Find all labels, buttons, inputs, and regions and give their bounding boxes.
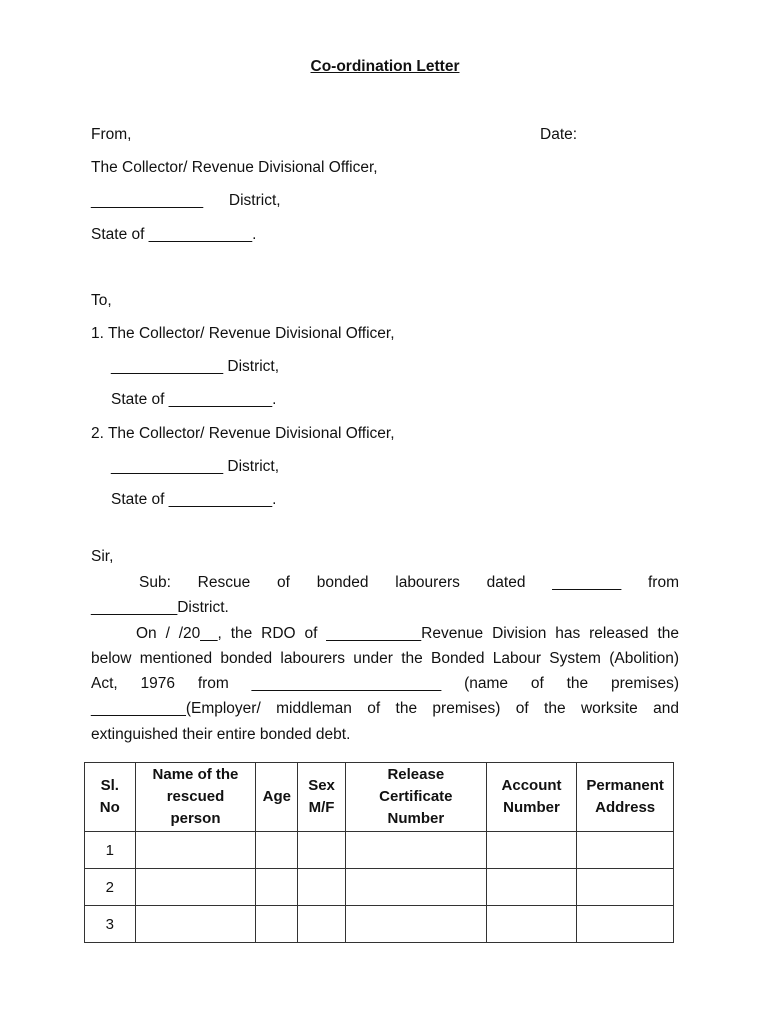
- header-text: Account: [501, 777, 562, 794]
- address-cell: [577, 906, 674, 943]
- table-header-row: [85, 763, 674, 832]
- table-row: [85, 869, 674, 906]
- account-cell: [486, 832, 577, 869]
- header-age: [256, 763, 298, 832]
- release-cell: [345, 906, 486, 943]
- subject-line-2: __________District.: [91, 599, 229, 616]
- name-cell: [135, 832, 256, 869]
- sex-cell: [298, 832, 346, 869]
- to-label: To,: [91, 292, 112, 309]
- recipient-1-state: State of ____________.: [111, 391, 277, 408]
- from-label: From,: [91, 126, 132, 143]
- labourers-table: [84, 762, 674, 943]
- header-permanent-address: [577, 763, 674, 832]
- header-text: rescued: [166, 788, 225, 805]
- account-cell: [486, 869, 577, 906]
- age-cell: [256, 906, 298, 943]
- header-text: Permanent: [586, 777, 664, 794]
- header-text: Name of the: [152, 766, 239, 783]
- header-account-number: [486, 763, 577, 832]
- header-text: Release: [387, 766, 445, 783]
- sender-state: State of ____________.: [91, 226, 257, 243]
- sender-district: _____________ District,: [91, 192, 281, 209]
- table-row: [85, 832, 674, 869]
- header-text: Address: [595, 799, 656, 816]
- body-line-1: On / /20__, the RDO of ___________Revenue Division has released the: [136, 625, 679, 642]
- header-release-certificate: [345, 763, 486, 832]
- header-text: Number: [503, 799, 560, 816]
- sex-cell: [298, 869, 346, 906]
- header-sex: [298, 763, 346, 832]
- recipient-1-district: _____________ District,: [111, 358, 280, 375]
- address-cell: [577, 832, 674, 869]
- release-cell: [345, 832, 486, 869]
- account-cell: [486, 906, 577, 943]
- date-label: Date:: [540, 126, 578, 143]
- body-line-5: extinguished their entire bonded debt.: [91, 726, 351, 743]
- recipient-2-district: _____________ District,: [111, 458, 280, 475]
- header-text: person: [170, 810, 221, 827]
- recipient-1-office: 1. The Collector/ Revenue Divisional Officer,: [91, 325, 395, 342]
- age-cell: [256, 832, 298, 869]
- recipient-2-office: 2. The Collector/ Revenue Divisional Officer,: [91, 425, 395, 442]
- row-number: 1: [85, 832, 136, 869]
- header-text: Certificate: [379, 788, 453, 805]
- header-text: Sl.: [100, 777, 119, 794]
- header-text: Age: [262, 788, 292, 805]
- subject-line: Sub: Rescue of bonded labourers dated ________ from: [139, 574, 679, 591]
- header-sl-no: [85, 763, 136, 832]
- salutation: Sir,: [91, 548, 114, 565]
- header-name: [135, 763, 256, 832]
- sender-office: The Collector/ Revenue Divisional Officer,: [91, 159, 378, 176]
- body-line-4: ___________(Employer/ middleman of the premises) of the worksite and: [91, 700, 679, 717]
- age-cell: [256, 869, 298, 906]
- body-line-2: below mentioned bonded labourers under the Bonded Labour System (Abolition): [91, 650, 679, 667]
- table-row: [85, 906, 674, 943]
- release-cell: [345, 869, 486, 906]
- name-cell: [135, 869, 256, 906]
- header-text: Sex: [308, 777, 335, 794]
- name-cell: [135, 906, 256, 943]
- row-number: 3: [85, 906, 136, 943]
- row-number: 2: [85, 869, 136, 906]
- header-text: M/F: [308, 799, 335, 816]
- sex-cell: [298, 906, 346, 943]
- recipient-2-state: State of ____________.: [111, 491, 277, 508]
- header-text: No: [99, 799, 120, 816]
- address-cell: [577, 869, 674, 906]
- document-title: Co-ordination Letter: [310, 58, 460, 75]
- body-line-3: Act, 1976 from ______________________ (name of the premises): [91, 675, 679, 692]
- header-text: Number: [387, 810, 445, 827]
